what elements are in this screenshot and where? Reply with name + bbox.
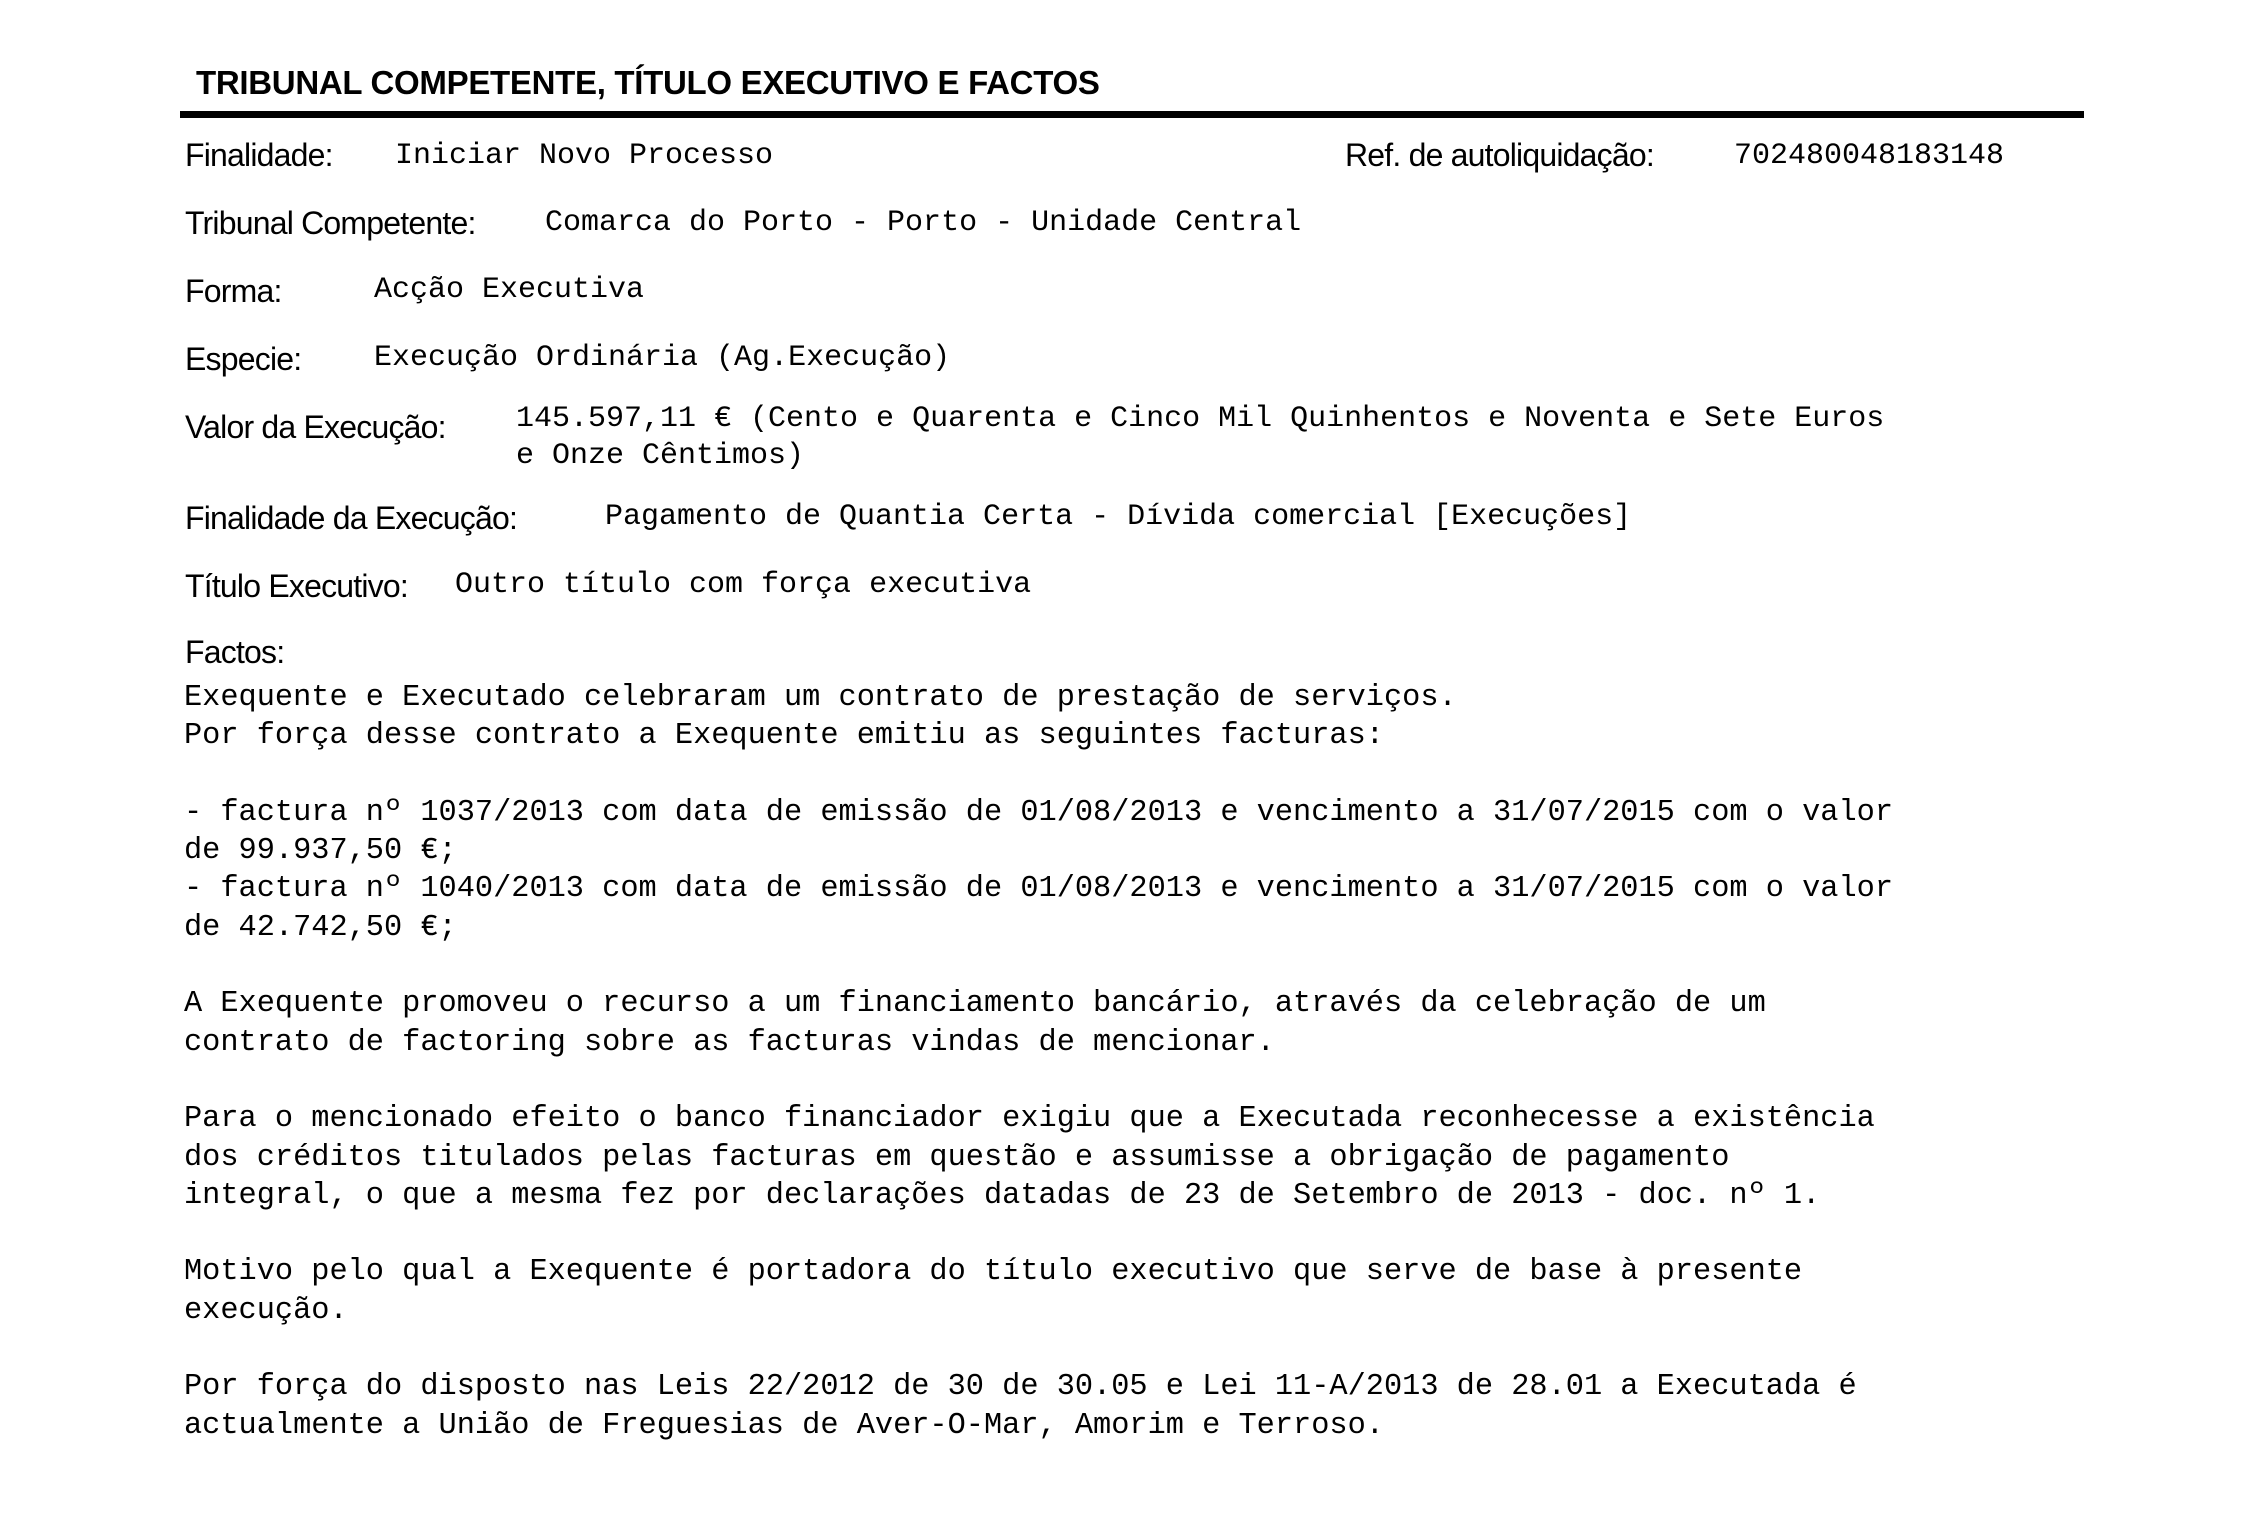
especie-value: Execução Ordinária (Ag.Execução) [374,341,951,375]
titulo-executivo-value: Outro título com força executiva [455,568,1032,602]
factos-label: Factos: [185,634,285,670]
tribunal-value: Comarca do Porto - Porto - Unidade Central [545,206,1302,240]
valor-execucao-label: Valor da Execução: [185,409,446,445]
section-divider [180,111,2084,118]
especie-label: Especie: [185,341,302,377]
factos-text: Exequente e Executado celebraram um contrato de prestação de serviços. Por força desse contrato a Exequente emitiu as seguintes facturas: - factura nº 1037/2013 com data de emissão de 01/08/2013 e vencimento a 31/07/2015 com o valor de 99.937,50 €; - factura nº 1040/2013 com data de emissão de 01/08/2013 e vencimento a 31/07/2015 com o valor de 42.742,50 €; A Exequente promoveu o recurso a um financiamento bancário, através da celebração de um contrato de factoring sobre as facturas vindas de mencionar. Para o mencionado efeito o banco financiador exigiu que a Executada reconhecesse a existência dos créditos titulados pelas facturas em questão e assumisse a obrigação de pagamento integral, o que a mesma fez por declarações datadas de 23 de Setembro de 2013 - doc. nº 1. Motivo pelo qual a Exequente é portadora do título executivo que serve de base à presente execução. Por força do disposto nas Leis 22/2012 de 30 de 30.05 e Lei 11-A/2013 de 28.01 a Executada é actualmente a União de Freguesias de Aver-O-Mar, Amorim e Terroso. [184,681,1894,1443]
section-title: TRIBUNAL COMPETENTE, TÍTULO EXECUTIVO E FACTOS [196,64,1100,101]
valor-execucao-value-line1: 145.597,11 € (Cento e Quarenta e Cinco Mil Quinhentos e Noventa e Sete Euros [516,402,1885,436]
finalidade-execucao-label: Finalidade da Execução: [185,500,518,536]
finalidade-label: Finalidade: [185,137,333,173]
ref-autoliquidacao-label: Ref. de autoliquidação: [1345,137,1654,173]
titulo-executivo-label: Título Executivo: [185,568,408,604]
finalidade-execucao-value: Pagamento de Quantia Certa - Dívida comercial [Execuções] [605,500,1632,534]
finalidade-value: Iniciar Novo Processo [395,139,774,173]
forma-label: Forma: [185,273,282,309]
ref-autoliquidacao-value: 702480048183148 [1734,139,2005,173]
forma-value: Acção Executiva [374,273,645,307]
valor-execucao-value-line2: e Onze Cêntimos) [516,439,805,473]
tribunal-label: Tribunal Competente: [185,205,476,241]
